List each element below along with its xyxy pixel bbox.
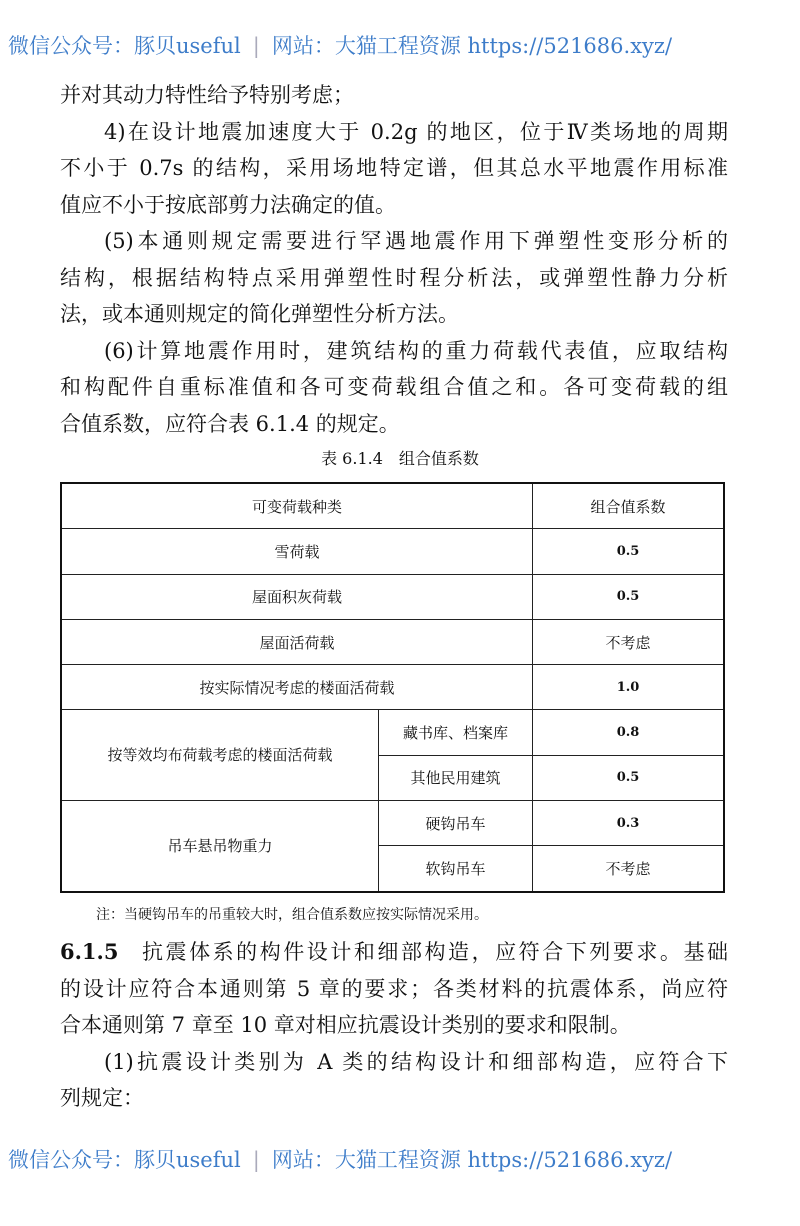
header-load-type: 可变荷载种类 [61, 483, 533, 529]
table-row [61, 574, 724, 619]
cell-value: 1.0 [533, 665, 725, 710]
combination-coefficient-table [60, 482, 725, 893]
table-title: 表 6.1.4 组合值系数 [321, 449, 479, 468]
watermark-wechat: 微信公众号：豚贝useful [8, 1148, 241, 1172]
section-line: 的设计应符合本通则第 5 章的要求；各类材料的抗震体系，尚应符 [60, 976, 728, 1001]
body-line: (6)计算地震作用时，建筑结构的重力荷载代表值，应取结构 [104, 338, 728, 363]
watermark-site: 网站：大猫工程资源 https://521686.xyz/ [271, 1148, 673, 1172]
cell-type: 屋面积灰荷载 [61, 574, 533, 619]
cell-value: 0.5 [533, 755, 725, 800]
table-row [61, 801, 724, 846]
cell-value: 0.8 [533, 710, 725, 755]
cell-group-label: 吊车悬吊物重力 [61, 801, 379, 892]
section-text: 抗震体系的构件设计和细部构造，应符合下列要求。基础 [139, 940, 728, 964]
table-row [61, 529, 724, 574]
cell-subtype: 软钩吊车 [379, 846, 533, 892]
cell-type: 按实际情况考虑的楼面活荷载 [61, 665, 533, 710]
body-line: 不小于 0.7s 的结构，采用场地特定谱，但其总水平地震作用标准 [60, 156, 728, 180]
section-line [60, 934, 728, 970]
watermark-separator: | [252, 34, 260, 58]
body-line: 值应不小于按底部剪力法确定的值。 [60, 192, 396, 217]
body-line: (5)本通则规定需要进行罕遇地震作用下弹塑性变形分析的 [104, 229, 728, 253]
section-number: 6.1.5 [60, 939, 119, 964]
table-note: 注：当硬钩吊车的吊重较大时，组合值系数应按实际情况采用。 [96, 907, 488, 923]
watermark-site: 网站：大猫工程资源 https://521686.xyz/ [271, 34, 673, 58]
cell-value: 0.5 [533, 529, 725, 574]
table-row [61, 665, 724, 710]
watermark-top [8, 30, 798, 60]
body-line: 和构配件自重标准值和各可变荷载组合值之和。各可变荷载的组 [60, 375, 728, 399]
cell-type: 雪荷载 [61, 529, 533, 574]
cell-subtype: 硬钩吊车 [379, 801, 533, 846]
cell-subtype: 其他民用建筑 [379, 755, 533, 800]
header-coefficient: 组合值系数 [533, 483, 725, 529]
cell-group-label: 按等效均布荷载考虑的楼面活荷载 [61, 710, 379, 801]
table-row [61, 619, 724, 664]
section-line: 合本通则第 7 章至 10 章对相应抗震设计类别的要求和限制。 [60, 1013, 631, 1037]
section-line: 列规定： [60, 1086, 144, 1110]
watermark-wechat: 微信公众号：豚贝useful [8, 34, 241, 58]
body-line: 合值系数，应符合表 6.1.4 的规定。 [60, 411, 400, 436]
table-row [61, 710, 724, 755]
cell-value: 0.5 [533, 574, 725, 619]
body-line: 结构，根据结构特点采用弹塑性时程分析法，或弹塑性静力分析 [60, 265, 728, 290]
body-line: 法，或本通则规定的简化弹塑性分析方法。 [60, 302, 459, 326]
body-line: 并对其动力特性给予特别考虑； [60, 83, 354, 107]
table-header-row [61, 483, 724, 529]
cell-type: 屋面活荷载 [61, 619, 533, 664]
cell-subtype: 藏书库、档案库 [379, 710, 533, 755]
section-line: (1)抗震设计类别为 A 类的结构设计和细部构造，应符合下 [104, 1049, 728, 1074]
watermark-separator: | [252, 1148, 260, 1172]
body-line: 4)在设计地震加速度大于 0.2g 的地区，位于Ⅳ类场地的周期 [104, 119, 728, 144]
cell-value: 0.3 [533, 801, 725, 846]
cell-value: 不考虑 [533, 619, 725, 664]
cell-value: 不考虑 [533, 846, 725, 892]
watermark-bottom [8, 1144, 798, 1174]
